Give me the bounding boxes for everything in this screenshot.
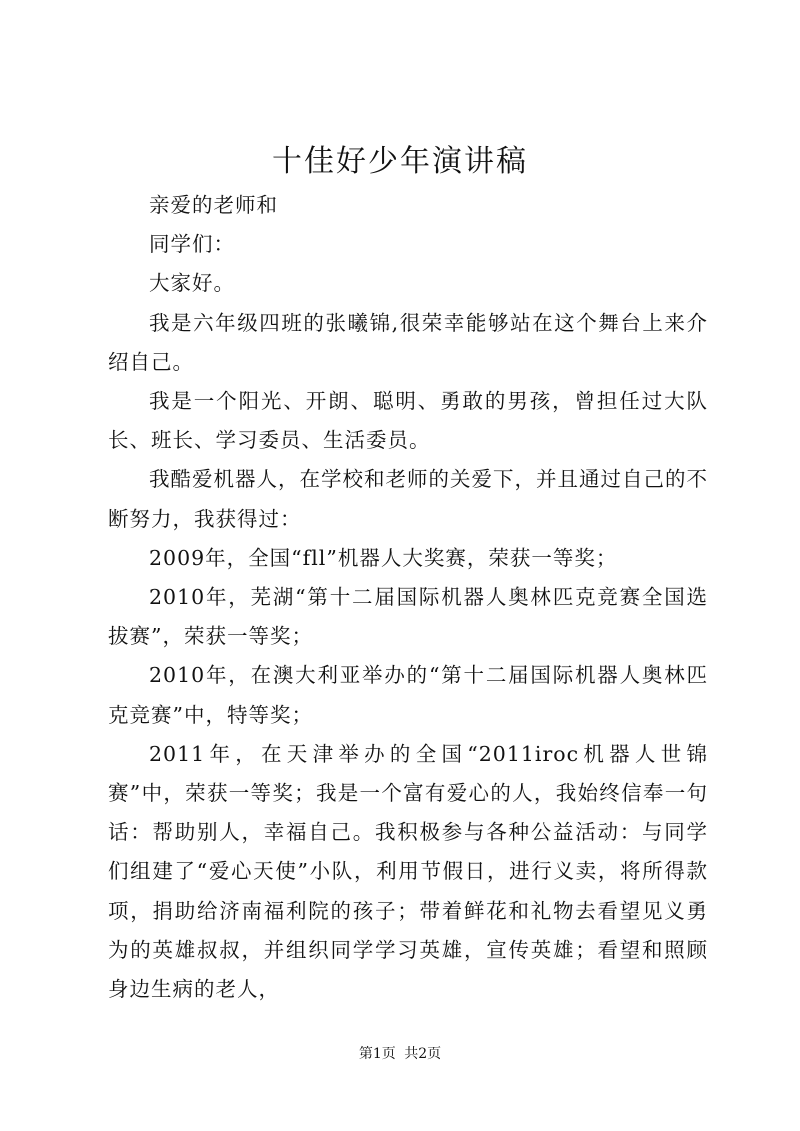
paragraph: 2009年，全国“fll”机器人大奖赛，荣获一等奖；: [149, 545, 618, 570]
paragraph: 亲爱的老师和: [149, 193, 278, 217]
paragraph: 大家好。: [149, 271, 235, 296]
paragraph: 2010年，在澳大利亚举办的“第十二届国际机器人奥林匹克竞赛”中，特等奖；: [108, 663, 708, 727]
paragraph: 我是一个阳光、开朗、聪明、勇敢的男孩，曾担任过大队长、班长、学习委员、生活委员。: [108, 389, 708, 453]
paragraph: 2011年，在天津举办的全国“2011iroc机器人世锦赛”中，荣获一等奖；我是一个富有爱心的人，我始终信奉一句话：帮助别人，幸福自己。我积极参与各种公益活动：与同学们组建了“爱心天使”小队，利用节假日，进行义卖，将所得款项，捐助给济南福利院的孩子；带着鲜花和礼物去看望见义勇为的英雄叔叔，并组织同学学习英雄，宣传英雄；看望和照顾身边生病的老人，: [108, 741, 708, 1002]
paragraph: 我是六年级四班的张曦锦,很荣幸能够站在这个舞台上来介绍自己。: [108, 310, 708, 374]
page-footer: 第1页 共2页: [358, 1046, 442, 1062]
paragraph: 同学们：: [149, 232, 235, 257]
document-title: 十佳好少年演讲稿: [272, 144, 528, 179]
document-body: [108, 186, 708, 1009]
paragraph: 我酷爱机器人，在学校和老师的关爱下，并且通过自己的不断努力，我获得过：: [108, 467, 708, 531]
paragraph: 2010年，芜湖“第十二届国际机器人奥林匹克竞赛全国选拔赛”，荣获一等奖；: [108, 585, 708, 649]
